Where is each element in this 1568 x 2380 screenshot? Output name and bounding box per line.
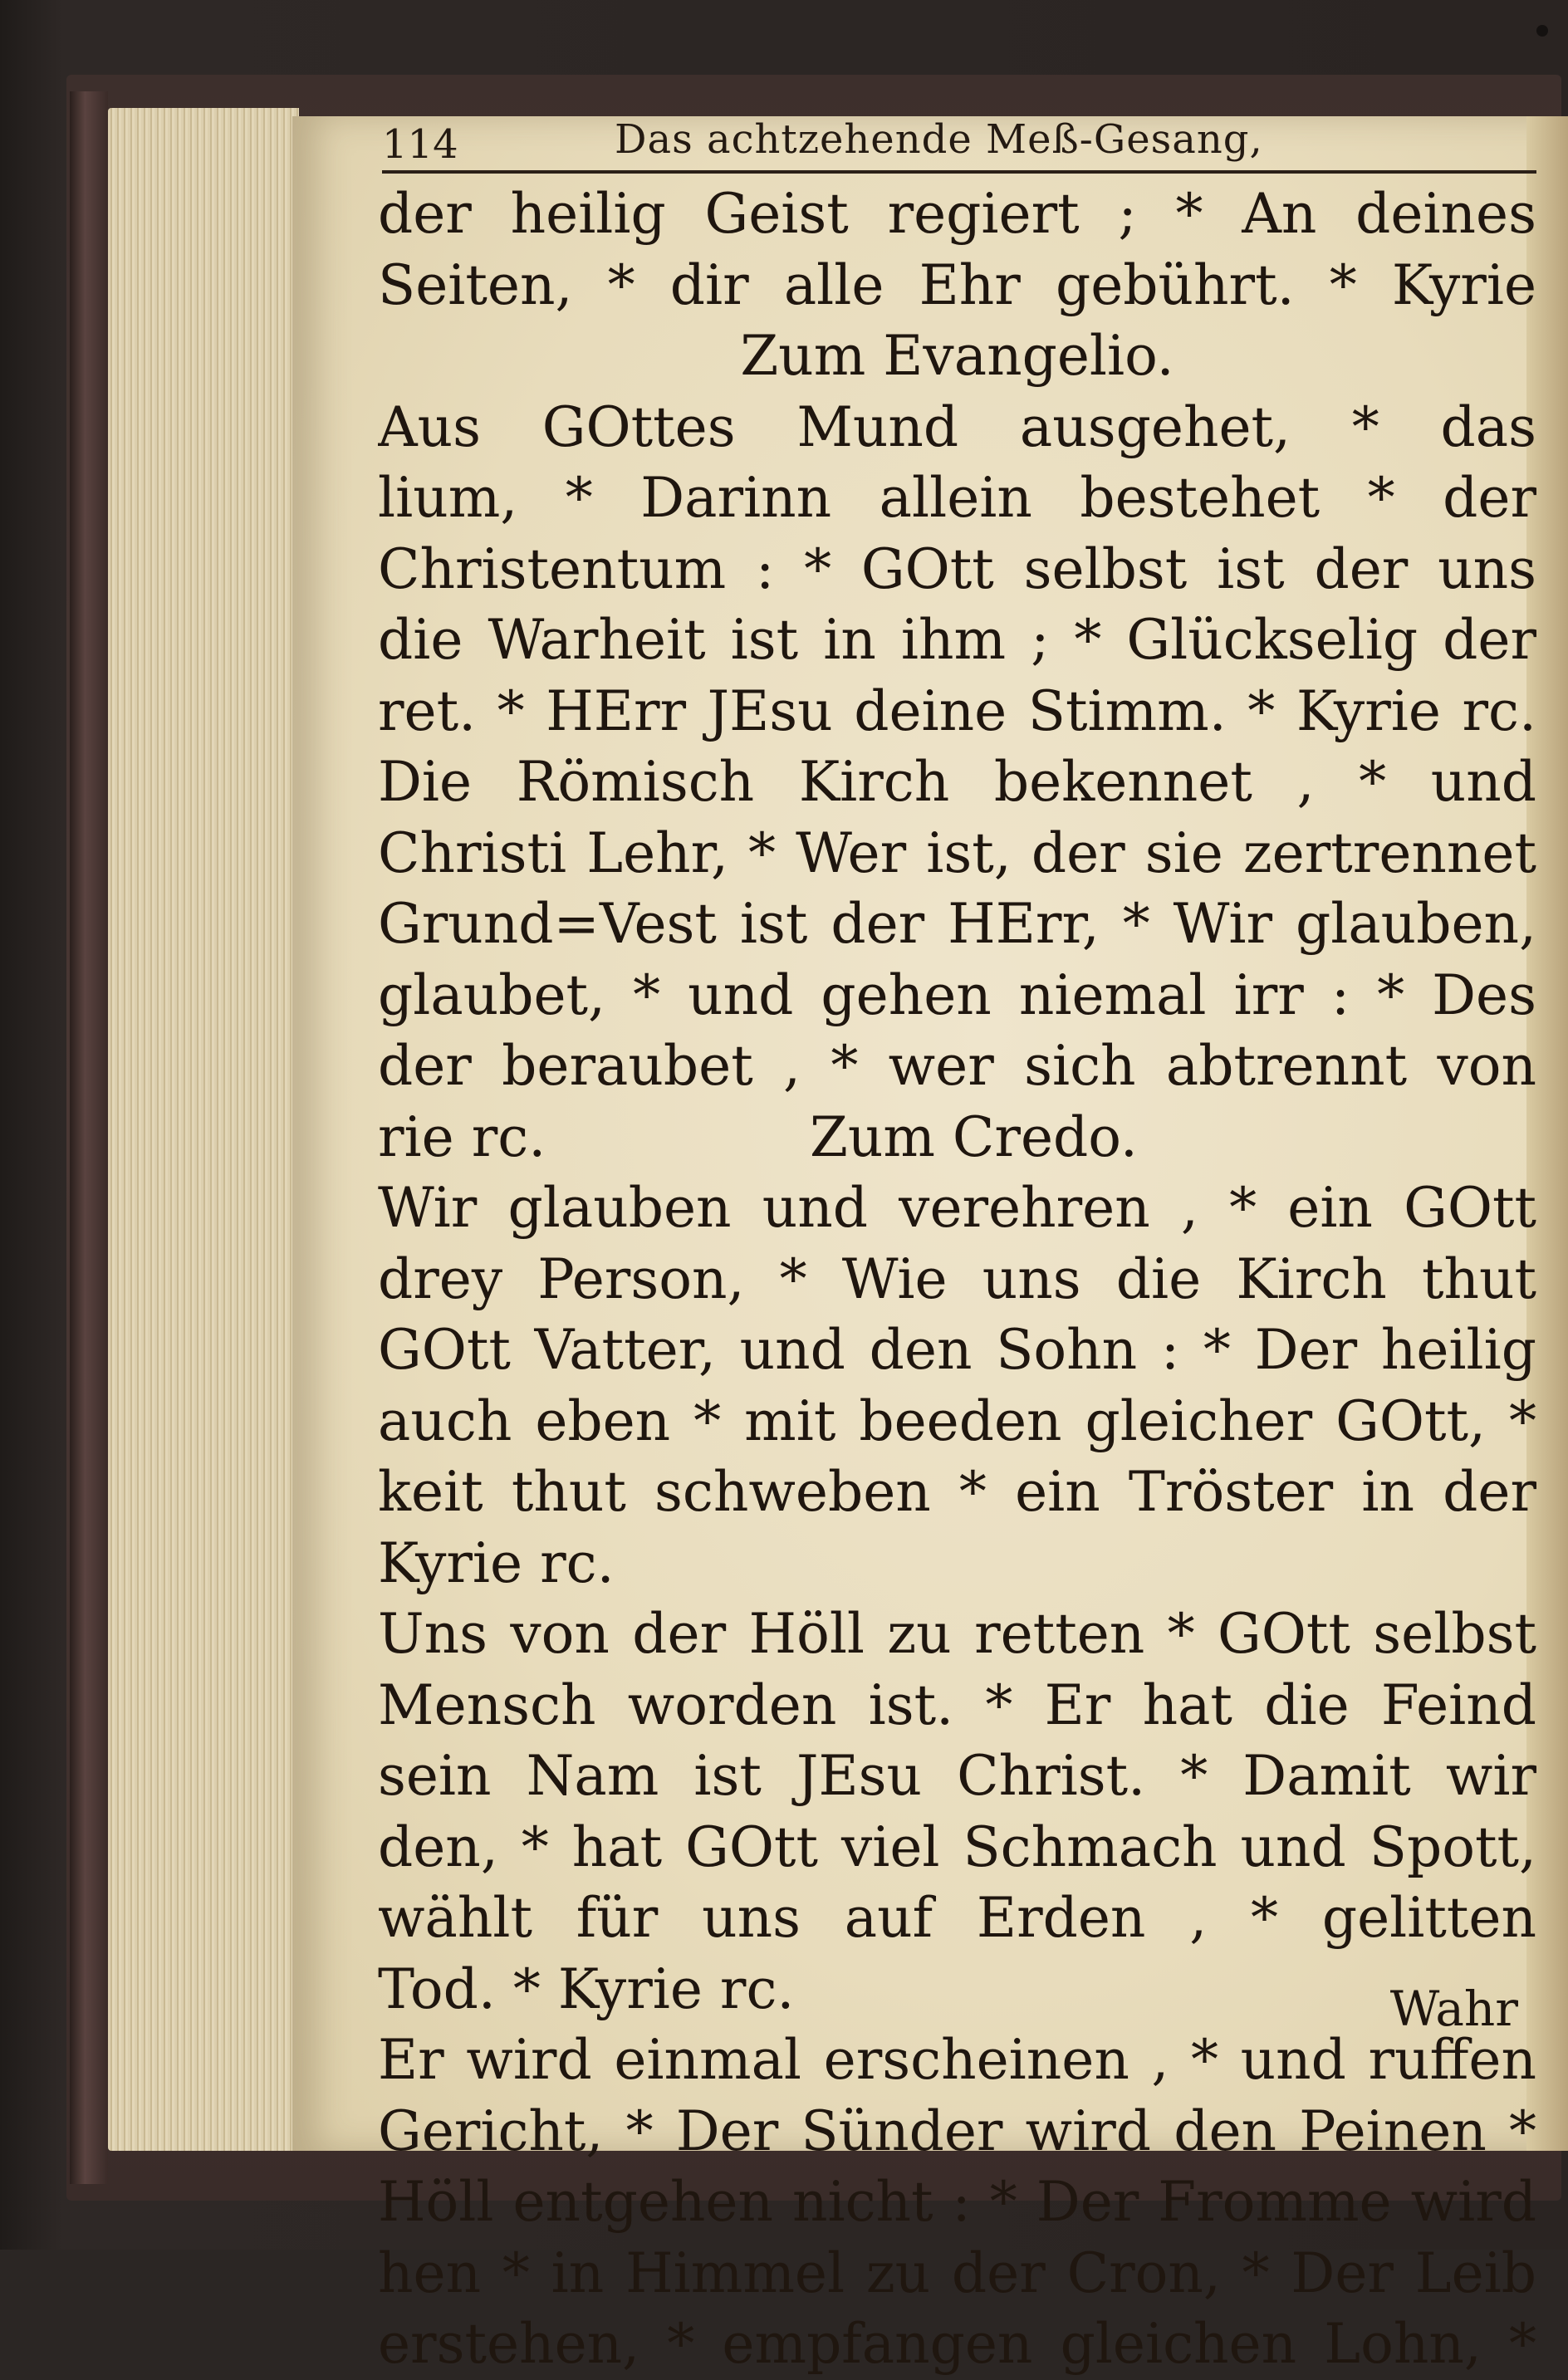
text-line: Christentum : * GOtt selbst ist der uns xyxy=(378,536,1536,601)
text-line: den, * hat GOtt viel Schmach und Spott, xyxy=(378,1814,1536,1879)
text-line: der heilig Geist regiert ; * An deines xyxy=(378,182,1536,246)
text-line: Mensch worden ist. * Er hat die Feind xyxy=(378,1672,1536,1737)
text-line: der beraubet , * wer sich abtrennt von xyxy=(378,1034,1536,1098)
text-line: wählt für uns auf Erden , * gelitten xyxy=(378,1886,1536,1950)
text-line: Höll entgehen nicht : * Der Fromme wird xyxy=(378,2170,1536,2234)
text-line: rie rc. xyxy=(378,1104,546,1169)
text-line: GOtt Vatter, und den Sohn : * Der heilig xyxy=(378,1318,1536,1382)
text-line: Christi Lehr, * Wer ist, der sie zertrennet xyxy=(378,820,1536,885)
text-line: Kyrie rc. xyxy=(378,1530,615,1595)
section-heading: Zum Credo. xyxy=(810,1104,1138,1169)
header-rule xyxy=(382,170,1536,174)
text-line: Seiten, * dir alle Ehr gebührt. * Kyrie xyxy=(378,252,1536,317)
text-line: glaubet, * und gehen niemal irr : * Des xyxy=(378,962,1536,1027)
page-edges xyxy=(108,108,299,2151)
text-line: Wir glauben und verehren , * ein GOtt xyxy=(378,1176,1536,1240)
corner-mark xyxy=(1536,25,1548,37)
running-head xyxy=(382,116,1536,174)
text-line: Aus GOttes Mund ausgehet, * das xyxy=(378,394,1536,459)
text-line: ret. * HErr JEsu deine Stimm. * Kyrie rc. xyxy=(378,678,1536,743)
page-text xyxy=(378,179,1536,2380)
running-title: Das achtzehende Meß-Gesang, xyxy=(615,116,1263,163)
catchword: Wahr xyxy=(1389,1981,1518,2037)
text-line: drey Person, * Wie uns die Kirch thut xyxy=(378,1246,1536,1311)
text-line-with-heading xyxy=(378,1102,1536,1173)
text-line: Tod. * Kyrie rc. xyxy=(378,1956,795,2021)
section-heading: Zum Evangelio. xyxy=(740,324,1174,388)
text-line: Er wird einmal erscheinen , * und ruffen xyxy=(378,2028,1536,2092)
text-line: Grund=Vest ist der HErr, * Wir glauben, xyxy=(378,892,1536,956)
text-line: die Warheit ist in ihm ; * Glückselig der xyxy=(378,608,1536,672)
page-number: 114 xyxy=(382,121,458,168)
text-line: hen * in Himmel zu der Cron, * Der Leib xyxy=(378,2240,1536,2305)
text-line: sein Nam ist JEsu Christ. * Damit wir xyxy=(378,1744,1536,1808)
text-line: auch eben * mit beeden gleicher GOtt, * xyxy=(378,1388,1536,1453)
text-line: keit thut schweben * ein Tröster in der xyxy=(378,1460,1536,1524)
book-spine xyxy=(70,91,108,2184)
text-line: Gericht, * Der Sünder wird den Peinen * xyxy=(378,2098,1536,2163)
text-line: lium, * Darinn allein bestehet * der xyxy=(378,466,1536,530)
text-line: erstehen, * empfangen gleichen Lohn, * xyxy=(378,2312,1536,2376)
text-line: Die Römisch Kirch bekennet , * und xyxy=(378,750,1536,814)
text-line: Uns von der Höll zu retten * GOtt selbst xyxy=(378,1602,1536,1666)
